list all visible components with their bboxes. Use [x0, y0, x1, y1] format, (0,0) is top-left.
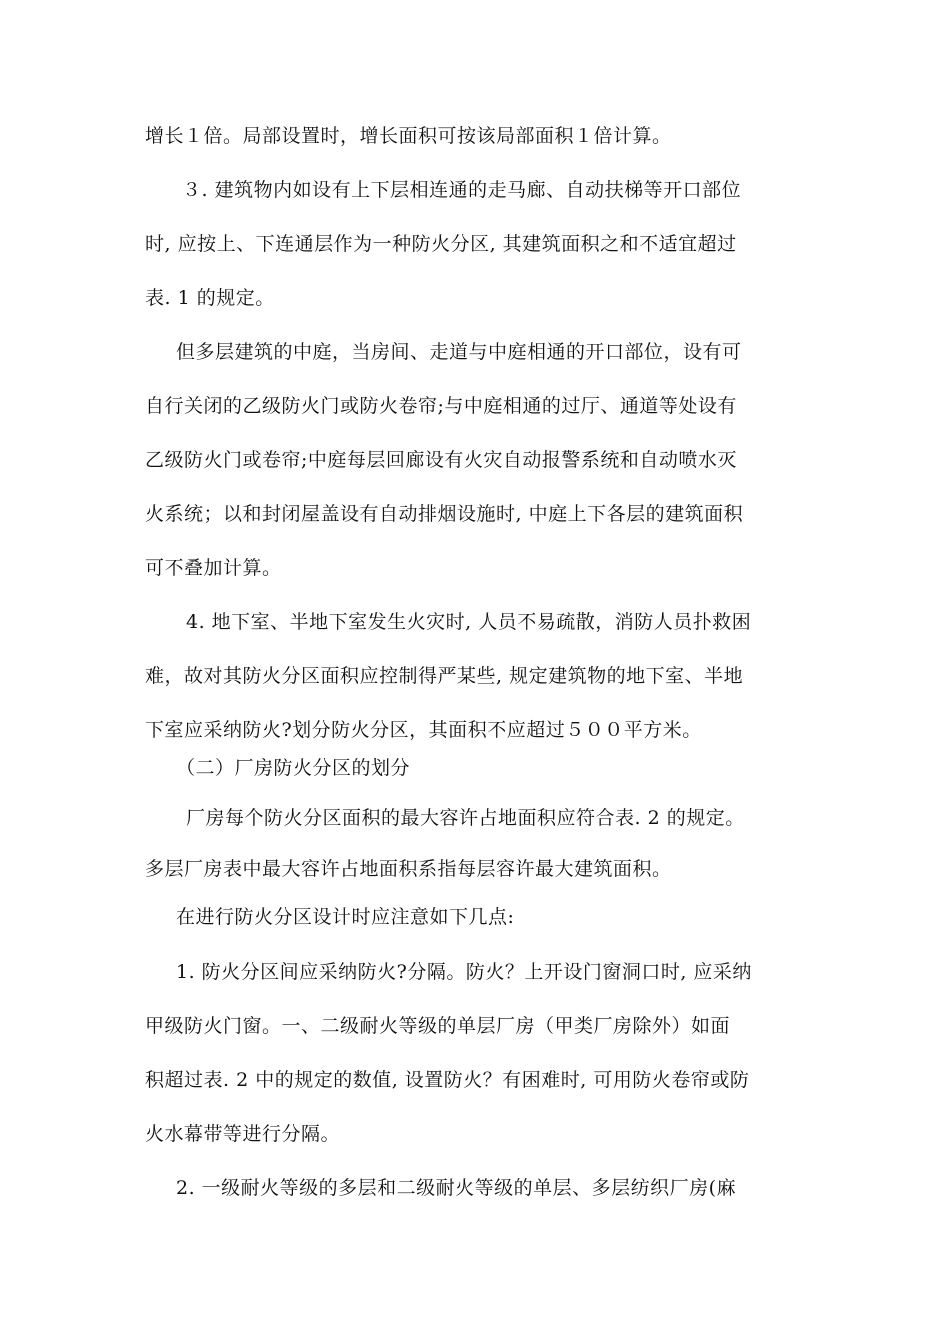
text-line-12: 下室应采纳防火?划分防火分区，其面积不应超过５００平方米。 [145, 719, 702, 741]
text-line-11: 难，故对其防火分区面积应控制得严某些, 规定建筑物的地下室、半地 [145, 665, 744, 687]
text-line-18: 甲级防火门窗。一、二级耐火等级的单层厂房（甲类厂房除外）如面 [145, 1015, 731, 1037]
text-line-17: 1. 防火分区间应采纳防火?分隔。防火？上开设门窗洞口时, 应采纳 [176, 961, 752, 983]
text-line-4: 表. 1 的规定。 [145, 287, 275, 309]
text-line-1: 增长１倍。局部设置时，增长面积可按该局部面积１倍计算。 [145, 125, 672, 147]
text-line-10: 4. 地下室、半地下室发生火灾时, 人员不易疏散，消防人员扑救困 [186, 611, 752, 633]
text-line-5: 但多层建筑的中庭，当房间、走道与中庭相通的开口部位，设有可 [176, 341, 742, 363]
text-line-19: 积超过表. 2 中的规定的数值, 设置防火？有困难时, 可用防火卷帘或防 [145, 1069, 750, 1091]
text-line-20: 火水幕带等进行分隔。 [145, 1123, 341, 1145]
text-line-21: 2. 一级耐火等级的多层和二级耐火等级的单层、多层纺织厂房(麻 [176, 1177, 737, 1199]
text-line-15: 多层厂房表中最大容许占地面积系指每层容许最大建筑面积。 [145, 858, 672, 880]
text-line-14: 厂房每个防火分区面积的最大容许占地面积应符合表. 2 的规定。 [186, 807, 745, 829]
text-line-2: ３. 建筑物内如设有上下层相连通的走马廊、自动扶梯等开口部位 [182, 179, 742, 201]
text-line-3: 时, 应按上、下连通层作为一种防火分区, 其建筑面积之和不适宜超过 [145, 233, 737, 255]
text-line-9: 可不叠加计算。 [145, 557, 282, 579]
text-line-16: 在进行防火分区设计时应注意如下几点: [176, 906, 515, 928]
section-heading: （二）厂房防火分区的划分 [176, 757, 411, 779]
text-line-7: 乙级防火门或卷帘;中庭每层回廊设有火灾自动报警系统和自动喷水灭 [145, 449, 737, 471]
text-line-8: 火系统；以和封闭屋盖设有自动排烟设施时, 中庭上下各层的建筑面积 [145, 503, 744, 525]
text-line-6: 自行关闭的乙级防火门或防火卷帘;与中庭相通的过厅、通道等处设有 [145, 395, 737, 417]
